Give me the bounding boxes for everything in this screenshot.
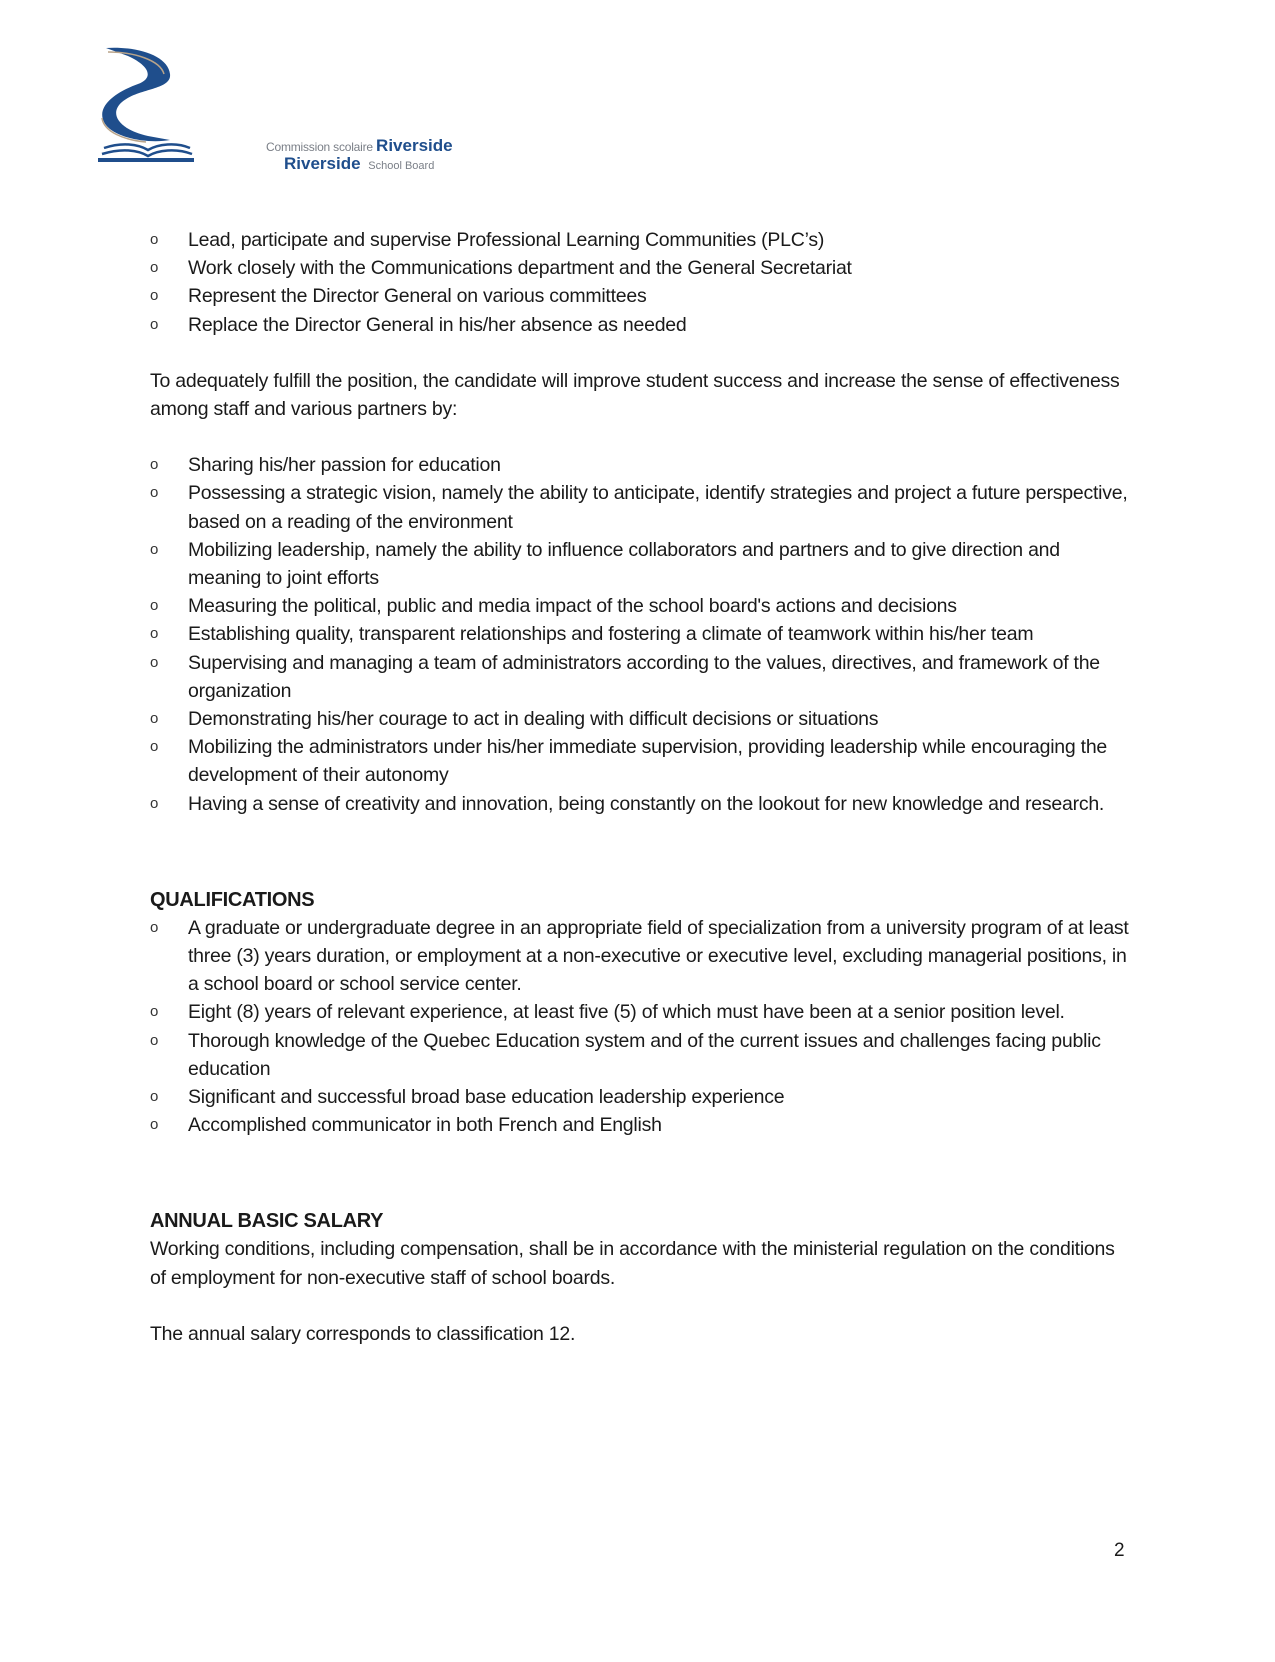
list-item <box>150 620 1130 648</box>
hollow-circle-bullet-icon: o <box>150 625 159 643</box>
logo-name-text: Riverside <box>376 136 453 155</box>
list-item <box>150 451 1130 479</box>
riverside-logo <box>98 44 453 173</box>
list-item <box>150 914 1130 999</box>
list-item <box>150 311 1130 339</box>
logo-wordmark <box>266 136 453 174</box>
list-item-text: Possessing a strategic vision, namely the ability to anticipate, identify strategies and project a future perspective, based on a reading of the environment <box>188 482 1128 533</box>
list-item-text: Demonstrating his/her courage to act in dealing with difficult decisions or situations <box>188 708 879 731</box>
salary-classification: The annual salary corresponds to classification 12. <box>150 1322 576 1345</box>
list-item-text: Mobilizing leadership, namely the ability to influence collaborators and partners and to give direction and meaning to joint efforts <box>188 538 1060 590</box>
hollow-circle-bullet-icon: o <box>150 540 159 558</box>
list-item-text: Represent the Director General on various committees <box>188 285 647 308</box>
list-item-text: Establishing quality, transparent relationships and fostering a climate of teamwork within his/her team <box>188 623 1034 646</box>
spacer <box>150 818 1130 886</box>
logo-suffix-text: School Board <box>368 160 435 172</box>
list-item <box>150 1111 1130 1139</box>
list-item <box>150 592 1130 620</box>
hollow-circle-bullet-icon: o <box>150 597 159 615</box>
hollow-circle-bullet-icon: o <box>150 794 159 812</box>
logo-line-french <box>266 136 453 156</box>
hollow-circle-bullet-icon: o <box>150 653 159 671</box>
river-book-logo-icon <box>98 44 218 164</box>
list-item <box>150 254 1130 282</box>
list-item-text: Significant and successful broad base education leadership experience <box>188 1086 785 1109</box>
list-item <box>150 282 1130 310</box>
hollow-circle-bullet-icon: o <box>150 1031 159 1049</box>
hollow-circle-bullet-icon: o <box>150 287 159 305</box>
salary-paragraph: Working conditions, including compensation, shall be in accordance with the ministerial regulation on the conditions of employment for non-executive staff of school boards. <box>150 1238 1115 1289</box>
list-item-text: Supervising and managing a team of administrators according to the values, directives, and framework of the organization <box>188 651 1100 702</box>
list-item-text: Having a sense of creativity and innovation, being constantly on the lookout for new knowledge and research. <box>188 792 1105 815</box>
list-item <box>150 649 1130 705</box>
hollow-circle-bullet-icon: o <box>150 710 159 728</box>
hollow-circle-bullet-icon: o <box>150 315 159 333</box>
list-item <box>150 733 1130 789</box>
hollow-circle-bullet-icon: o <box>150 1116 159 1134</box>
list-item-text: A graduate or undergraduate degree in an appropriate field of specialization from a university program of at least three (3) years duration, or employment at a non-executive or executive level, excluding managerial positions, in a school board or school service center. <box>188 916 1129 996</box>
document-body <box>150 226 1130 1348</box>
list-item-text: Replace the Director General in his/her absence as needed <box>188 313 687 336</box>
spacer <box>150 1139 1130 1207</box>
hollow-circle-bullet-icon: o <box>150 738 159 756</box>
qualifications-list <box>150 914 1130 1140</box>
list-item <box>150 998 1130 1026</box>
list-item-text: Thorough knowledge of the Quebec Education system and of the current issues and challenges facing public education <box>188 1029 1101 1080</box>
competencies-list <box>150 451 1130 818</box>
list-item-text: Accomplished communicator in both French and English <box>188 1114 662 1137</box>
list-item-text: Sharing his/her passion for education <box>188 454 501 477</box>
list-item <box>150 1027 1130 1083</box>
hollow-circle-bullet-icon: o <box>150 484 159 502</box>
page-number: 2 <box>1114 1540 1125 1561</box>
intro-paragraph: To adequately fulfill the position, the candidate will improve student success and increase the sense of effectiveness among staff and various partners by: <box>150 369 1120 421</box>
list-item-text: Measuring the political, public and media impact of the school board's actions and decisions <box>188 595 957 618</box>
hollow-circle-bullet-icon: o <box>150 231 159 248</box>
hollow-circle-bullet-icon: o <box>150 1088 159 1106</box>
logo-line-english <box>284 154 453 174</box>
list-item-text: Eight (8) years of relevant experience, at least five (5) of which must have been at a senior position level. <box>188 1001 1065 1024</box>
hollow-circle-bullet-icon: o <box>150 918 159 936</box>
hollow-circle-bullet-icon: o <box>150 1003 159 1021</box>
salary-heading: ANNUAL BASIC SALARY <box>150 1210 384 1233</box>
list-item <box>150 536 1130 592</box>
logo-name-text: Riverside <box>284 154 361 173</box>
list-item <box>150 226 1130 254</box>
qualifications-heading: QUALIFICATIONS <box>150 888 315 911</box>
list-item <box>150 479 1130 535</box>
responsibilities-list <box>150 226 1130 339</box>
list-item-text: Work closely with the Communications department and the General Secretariat <box>188 257 852 280</box>
spacer <box>150 1292 1130 1320</box>
hollow-circle-bullet-icon: o <box>150 456 159 474</box>
spacer <box>150 423 1130 451</box>
list-item <box>150 790 1130 818</box>
hollow-circle-bullet-icon: o <box>150 259 159 277</box>
list-item-text: Lead, participate and supervise Professional Learning Communities (PLC’s) <box>188 229 825 251</box>
list-item <box>150 705 1130 733</box>
logo-prefix-text: Commission scolaire <box>266 140 373 154</box>
list-item <box>150 1083 1130 1111</box>
spacer <box>150 339 1130 367</box>
list-item-text: Mobilizing the administrators under his/her immediate supervision, providing leadership while encouraging the development of their autonomy <box>188 736 1108 787</box>
